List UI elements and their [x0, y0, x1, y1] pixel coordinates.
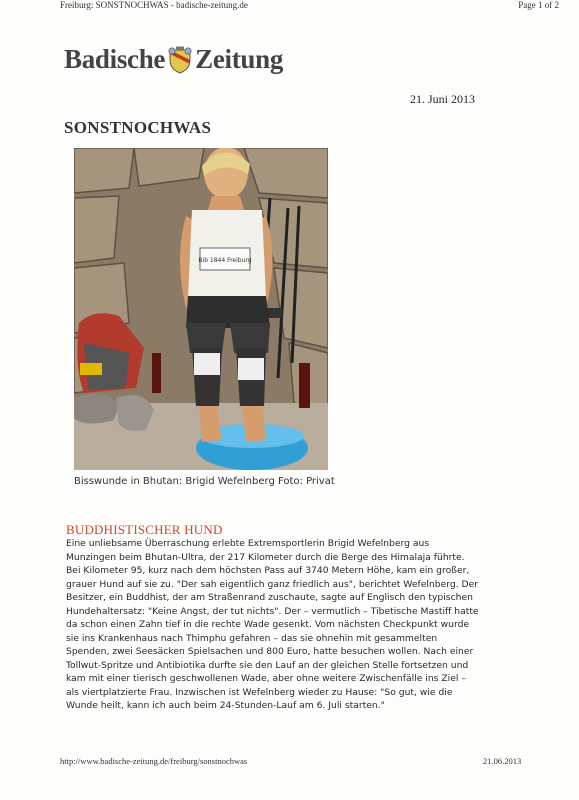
article-headline: BUDDHISTISCHER HUND	[66, 522, 223, 537]
article-photo	[74, 148, 328, 470]
masthead-logo	[64, 44, 283, 75]
print-header-source: Freiburg: SONSTNOCHWAS - badische-zeitung.de	[60, 0, 248, 10]
article-body: Eine unliebsame Überraschung erlebte Extremsportlerin Brigid Wefelnberg aus Munzingen beim Bhutan-Ultra, der 217 Kilometer durch die Berge des Himalaja führte. Bei Kilometer 95, kurz nach dem höchsten Pass auf 3740 Metern Höhe, kam ein großer, grauer Hund auf sie zu. "Der sah eigentlich ganz friedlich aus", berichtet Wefelnberg. Der Besitzer, ein Buddhist, der am Straßenrand zuschaute, sagte auf Englisch den typischen Hundehaltersatz: "Keine Angst, der tut nichts". Der – vermutlich – Tibetische Mastiff hatte da schon einen Zahn tief in die rechte Wade gesenkt. Vom nächsten Checkpunkt wurde sie ins Krankenhaus nach Thimphu gefahren – das sie ohnehin mit gesammelten Spenden, zwei Seesäcken Spielsachen und 800 Euro, hatte besuchen wollen. Nach einer Tollwut-Spritze und Antibiotika durfte sie den Lauf an der gleichen Stelle fortsetzen und kam mit einer tierisch geschwollenen Wade, aber ohne weitere Zwischenfälle ins Ziel – als viertplatzierte Frau. Inzwischen ist Wefelnberg wieder zu Hause: "So gut, wie die Wunde heilt, kann ich auch beim 24-Stunden-Lauf am 6. Juli starten."	[66, 538, 479, 711]
coat-of-arms-icon	[167, 46, 193, 74]
print-header-page: Page 1 of 2	[518, 0, 559, 10]
photo-caption: Bisswunde in Bhutan: Brigid Wefelnberg Foto: Privat	[74, 476, 335, 487]
race-bib-text: Bib 1844 Freiburg	[198, 257, 252, 264]
section-title: SONSTNOCHWAS	[64, 118, 212, 137]
article-date: 21. Juni 2013	[410, 92, 476, 106]
masthead-right-word: Zeitung	[195, 44, 284, 74]
masthead-left-word: Badische	[64, 44, 166, 74]
print-footer-date: 21.06.2013	[483, 756, 522, 766]
print-footer-url: http://www.badische-zeitung.de/freiburg/sonstnochwas	[60, 756, 248, 766]
